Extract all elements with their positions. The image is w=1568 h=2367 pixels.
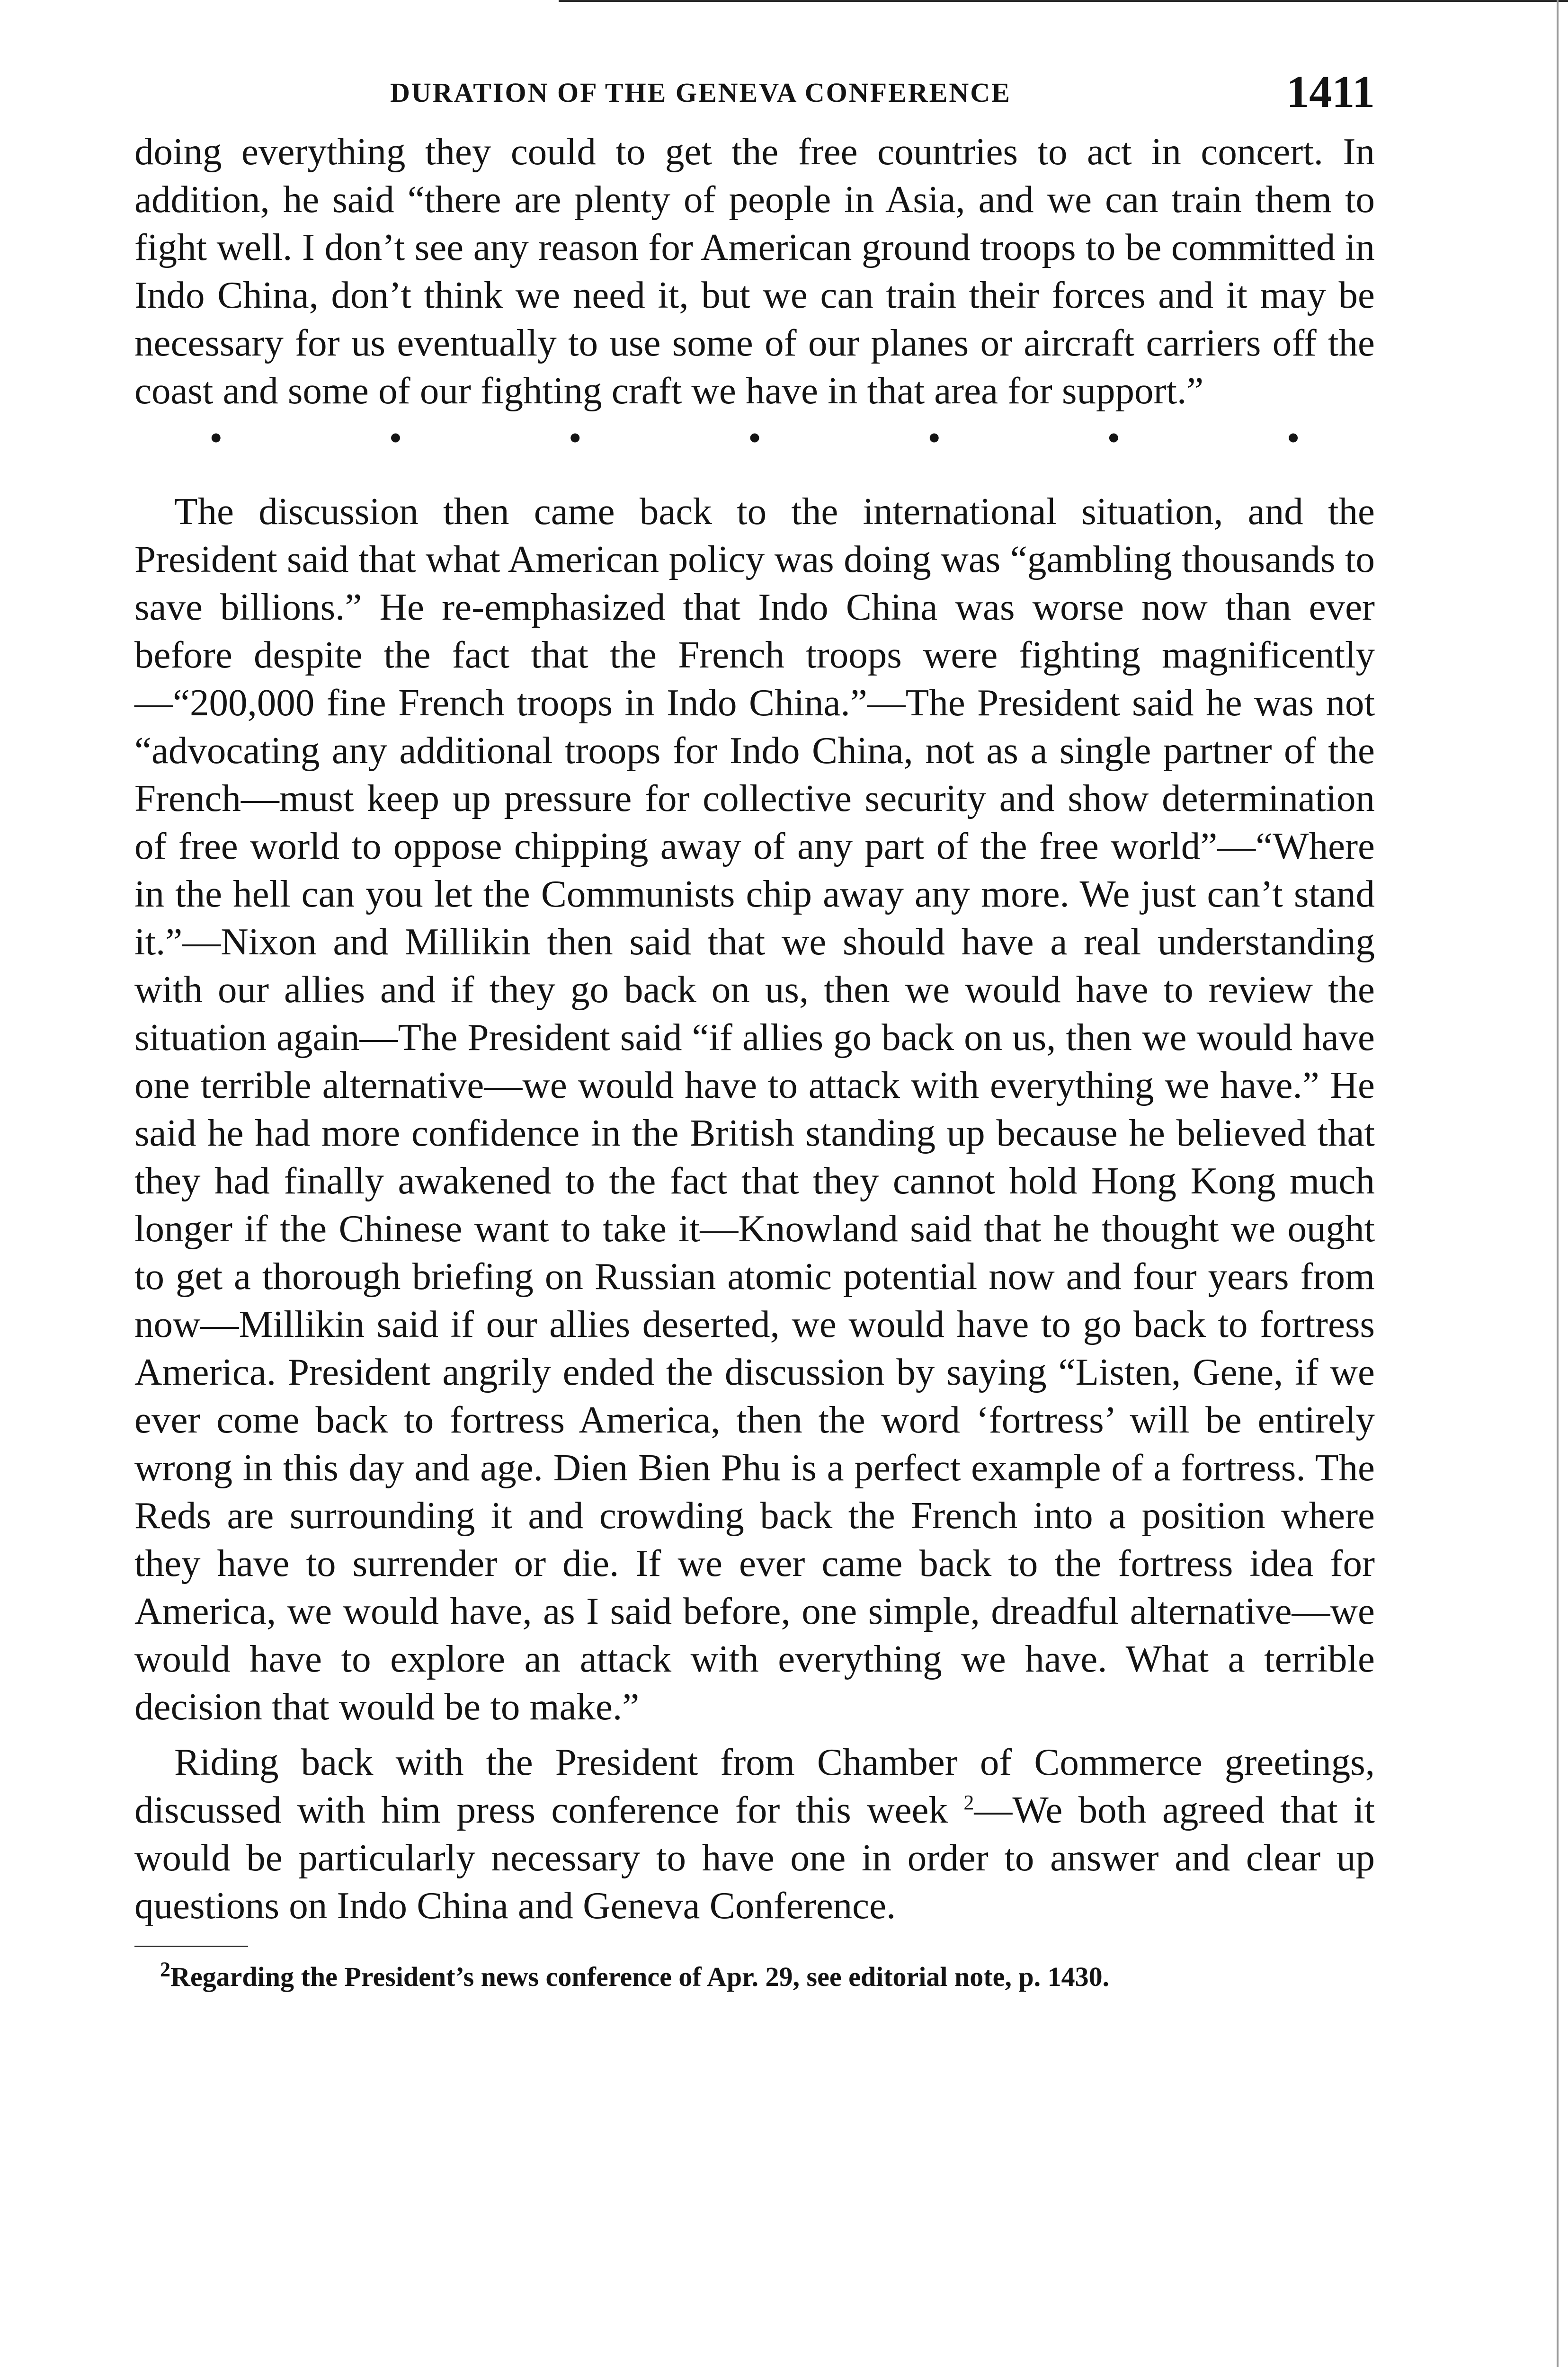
running-head (134, 62, 1375, 128)
scan-edge-top (559, 0, 1568, 2)
paragraph-riding-back-text-a: Riding back with the President from Chamber of Commerce greetings, discussed with him press conference for this week (134, 1741, 1375, 1831)
paragraph-discussion: The discussion then came back to the international situation, and the President said that what American policy was doing was “gambling thousands to save billions.” He re-emphasized that Indo China was worse now than ever before despite the fact that the French troops were fighting magnificently—“200,000 fine French troops in Indo China.”—The President said he was not “advocating any additional troops for Indo China, not as a single partner of the French—must keep up pressure for collective security and show determination of free world to oppose chipping away of any part of the free world”—“Where in the hell can you let the Communists chip away any more. We just can’t stand it.”—Nixon and Millikin then said that we should have a real understanding with our allies and if they go back on us, then we would have to review the situation again—The President said “if allies go back on us, then we would have one terrible alternative—we would have to attack with everything we have.” He said he had more confidence in the British standing up because he believed that they had finally awakened to the fact that they cannot hold Hong Kong much longer if the Chinese want to take it—Knowland said that he thought we ought to get a thorough briefing on Russian atomic potential now and four years from now—Millikin said if our allies deserted, we would have to go back to fortress America. President angrily ended the discussion by saying “Listen, Gene, if we ever come back to fortress America, then the word ‘fortress’ will be entirely wrong in this day and age. Dien Bien Phu is a perfect example of a fortress. The Reds are surrounding it and crowding back the French into a position where they have to surrender or die. If we ever came back to the fortress idea for America, we would have, as I said before, one simple, dreadful alternative—we would have to explore an attack with everything we have. What a terrible decision that would be to make.” (134, 490, 1375, 1728)
footnote-marker: 2 (160, 1958, 170, 1981)
document-page (134, 62, 1375, 1993)
ellipsis-dot: • (748, 420, 761, 456)
page-number: 1411 (1286, 66, 1375, 117)
footnote-reference: 2 (963, 1791, 974, 1814)
paragraph-continued: doing everything they could to get the free countries to act in concert. In addition, he said “there are plenty of people in Asia, and we can train them to fight well. I don’t see any reason for American ground troops to be committed in Indo China, don’t think we need it, but we can train their forces and it may be necessary for us eventually to use some of our planes or aircraft carriers off the coast and some of our fighting craft we have in that area for support.” (134, 130, 1375, 412)
ellipsis-dot: • (1287, 420, 1299, 456)
ellipsis-dot: • (569, 420, 581, 456)
footnote (134, 1958, 1375, 1993)
footnote-divider (134, 1946, 248, 1947)
scan-edge-right (1557, 0, 1559, 2367)
ellipsis-dot: • (390, 420, 401, 456)
paragraph-riding-back-text-b: —We both agreed that it would be particularly necessary to have one in order to answer and clear up questions on Indo China and Geneva Conference. (134, 1789, 1375, 1927)
ellipsis-dot: • (210, 420, 222, 456)
paragraph-riding-back (134, 1738, 1375, 1930)
ellipsis-dot: • (928, 420, 940, 456)
body-text (134, 128, 1375, 1930)
ellipsis-row (134, 420, 1375, 467)
running-head-title: DURATION OF THE GENEVA CONFERENCE (390, 77, 1011, 108)
ellipsis-dot: • (1108, 420, 1120, 456)
footnote-text: Regarding the President’s news conference of Apr. 29, see editorial note, p. 1430. (170, 1961, 1110, 1992)
